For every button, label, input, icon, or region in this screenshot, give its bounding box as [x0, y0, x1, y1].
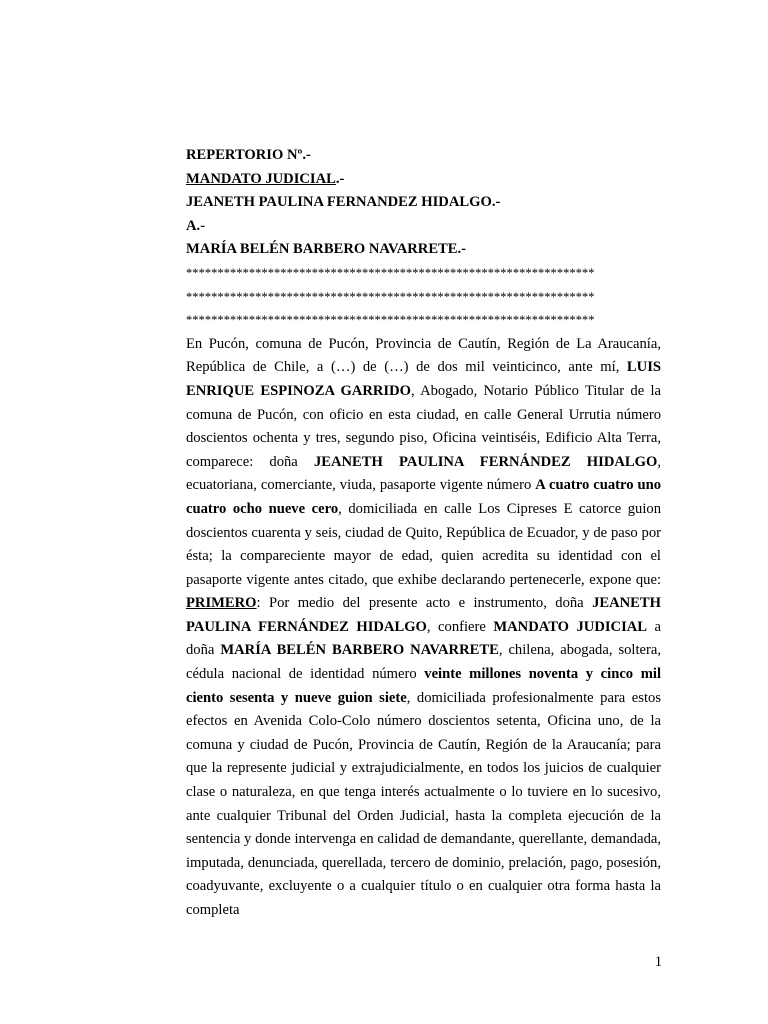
- body-text-segment: , Abogado, Notario Público Titular de la comuna de Pucón, con oficio en esta ciudad, en calle General Urrutia número doscientos ochenta y tres, segundo piso, Oficina veintiséis, Edificio Alta Terra, comparece: doña: [186, 382, 661, 470]
- body-text-segment: , domiciliada profesionalmente para estos efectos en Avenida Colo-Colo número doscientos setenta, Oficina uno, de la comuna y ciudad de Pucón, Provincia de Cautín, Región de la Araucanía; para que la represente judicial y extrajudicialmente, en todos los juicios de cualquier clase o naturaleza, en que tenga interés actualmente o lo tuviere en lo sucesivo, ante cualquier Tribunal del Orden Judicial, hasta la completa ejecución de la sentencia y donde intervenga en calidad de demandante, querellante, demandada, imputada, denunciada, querellada, tercero de dominio, prelación, pago, posesión, coadyuvante, excluyente o a cualquier título o en cualquier otra forma hasta la completa: [186, 689, 661, 918]
- body-text-segment: : Por medio del presente acto e instrumento, doña: [256, 595, 593, 612]
- body-text-segment: En Pucón, comuna de Pucón, Provincia de Cautín, Región de La Araucanía, República de Chile, a (…) de (…) de dos mil veinticinco, ante mí,: [186, 335, 661, 376]
- body-text-segment: a doña: [186, 618, 662, 659]
- notary-name: LUIS ENRIQUE ESPINOZA GARRIDO: [186, 359, 661, 399]
- body-text-segment: , chilena, abogada, soltera, cédula nacional de identidad número: [186, 642, 661, 683]
- a-line: A.-: [186, 217, 206, 234]
- grantor-name: JEANETH PAULINA FERNÁNDEZ HIDALGO: [313, 453, 658, 470]
- page-number: 1: [654, 954, 662, 970]
- repertorio-line: REPERTORIO Nº.-: [186, 147, 311, 163]
- mandato-title-suffix: .-: [335, 170, 345, 187]
- separator-line: *****************************************************************: [186, 265, 595, 280]
- body-text-segment: , confiere: [426, 618, 494, 635]
- body-text-segment: , domiciliada en calle Los Cipreses E catorce guion doscientos cuarenta y seis, ciudad de Quito, República de Ecuador, y de paso por ésta; la compareciente mayor de edad, quien acredita su identidad con el pasaporte vigente antes citado, que exhibe declarando pertenecerle, expone que:: [186, 500, 661, 588]
- passport-number: A cuatro cuatro uno cuatro ocho nueve cero: [186, 477, 661, 517]
- attorney-name: MARÍA BELÉN BARBERO NAVARRETE: [220, 642, 499, 659]
- mandato-title-line: [186, 168, 661, 192]
- id-number: veinte millones noventa y cinco mil ciento sesenta y nueve guion siete: [186, 666, 661, 706]
- grantor-line: JEANETH PAULINA FERNANDEZ HIDALGO.-: [186, 194, 501, 211]
- clause-primero: PRIMERO: [186, 595, 257, 612]
- document-content: [186, 144, 661, 923]
- mandato-title: MANDATO JUDICIAL: [186, 170, 336, 187]
- mandato-judicial-term: MANDATO JUDICIAL: [493, 618, 648, 635]
- body-paragraph: [186, 333, 661, 923]
- body-text-segment: , ecuatoriana, comerciante, viuda, pasaporte vigente número: [186, 453, 661, 494]
- separator-line: *****************************************************************: [186, 313, 595, 328]
- grantor-name: JEANETH PAULINA FERNÁNDEZ HIDALGO: [186, 595, 661, 635]
- attorney-line: MARÍA BELÉN BARBERO NAVARRETE.-: [186, 241, 467, 258]
- separator-line: *****************************************************************: [186, 289, 595, 304]
